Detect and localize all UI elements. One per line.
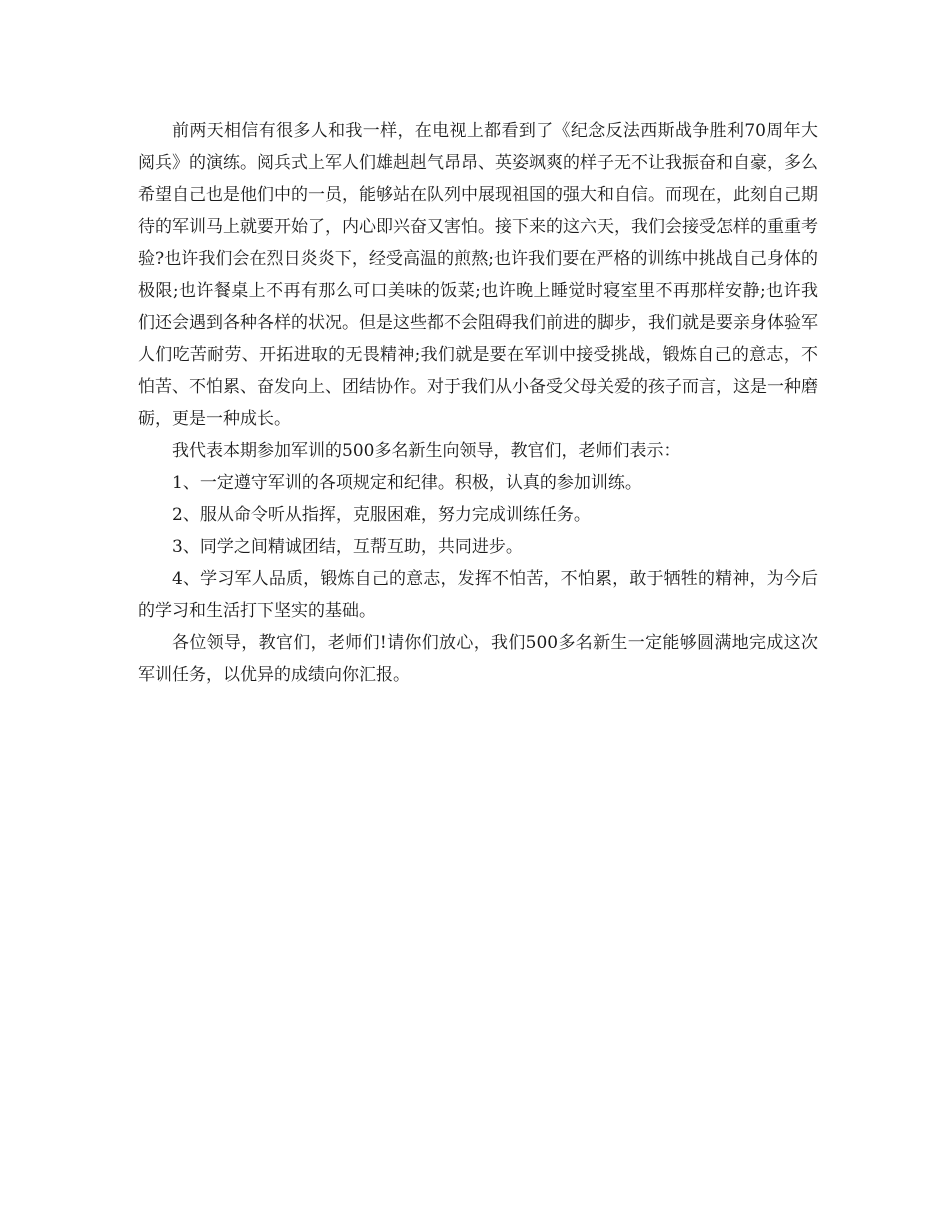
paragraph-pledge-4: 4、学习军人品质，锻炼自己的意志，发挥不怕苦，不怕累，敢于牺牲的精神，为今后的学习和生活打下坚实的基础。	[138, 569, 818, 621]
paragraph-pledge-2: 2、服从命令听从指挥，克服困难，努力完成训练任务。	[172, 505, 591, 525]
paragraph-pledge-lead: 我代表本期参加军训的500多名新生向领导，教官们，老师们表示：	[172, 441, 681, 461]
paragraph-intro: 前两天相信有很多人和我一样，在电视上都看到了《纪念反法西斯战争胜利70周年大阅兵》的演练。阅兵式上军人们雄赳赳气昂昂、英姿飒爽的样子无不让我振奋和自豪，多么希望自己也是他们中的一员，能够站在队列中展现祖国的强大和自信。而现在，此刻自己期待的军训马上就要开始了，内心即兴奋又害怕。接下来的这六天，我们会接受怎样的重重考验?也许我们会在烈日炎炎下，经受高温的煎熬;也许我们要在严格的训练中挑战自己身体的极限;也许餐桌上不再有那么可口美味的饭菜;也许晚上睡觉时寝室里不再那样安静;也许我们还会遇到各种各样的状况。但是这些都不会阻碍我们前进的脚步，我们就是要亲身体验军人们吃苦耐劳、开拓进取的无畏精神;我们就是要在军训中接受挑战，锻炼自己的意志，不怕苦、不怕累、奋发向上、团结协作。对于我们从小备受父母关爱的孩子而言，这是一种磨砺，更是一种成长。	[138, 121, 818, 429]
document-body	[138, 115, 818, 691]
paragraph-closing: 各位领导，教官们，老师们!请你们放心，我们500多名新生一定能够圆满地完成这次军训任务，以优异的成绩向你汇报。	[138, 633, 818, 685]
paragraph-pledge-1: 1、一定遵守军训的各项规定和纪律。积极，认真的参加训练。	[172, 473, 642, 493]
paragraph-pledge-3: 3、同学之间精诚团结，互帮互助，共同进步。	[172, 537, 523, 557]
